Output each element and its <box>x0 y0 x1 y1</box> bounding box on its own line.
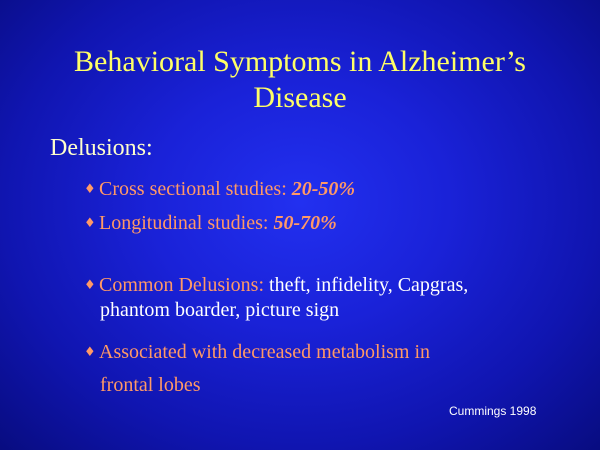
citation: Cummings 1998 <box>449 404 537 418</box>
bullet-label: Common Delusions: <box>99 274 270 296</box>
diamond-bullet-icon: ♦ <box>84 216 96 231</box>
bullet-cross-sectional <box>84 177 584 202</box>
bullet-longitudinal <box>84 211 584 236</box>
bullet-label: Cross sectional studies: <box>99 178 292 200</box>
bullet-text-line-2: frontal lobes <box>100 374 201 396</box>
slide-title-line-1: Behavioral Symptoms in Alzheimer’s <box>74 45 526 78</box>
slide-title <box>20 44 580 116</box>
diamond-bullet-icon: ♦ <box>84 182 96 197</box>
bullet-text-line-1: Associated with decreased metabolism in <box>99 341 431 363</box>
bullet-value: 50-70% <box>273 212 337 234</box>
bullet-text-line-2: phantom boarder, picture sign <box>100 299 340 321</box>
diamond-bullet-icon: ♦ <box>84 278 96 293</box>
bullet-common-delusions <box>84 273 584 323</box>
diamond-bullet-icon: ♦ <box>84 345 96 360</box>
bullet-label: Longitudinal studies: <box>99 212 274 234</box>
bullet-value: 20-50% <box>291 178 356 200</box>
section-heading: Delusions: <box>50 135 153 161</box>
bullet-metabolism <box>84 336 584 402</box>
bullet-text-line-1: theft, infidelity, Capgras, <box>269 274 469 296</box>
slide-title-line-2: Disease <box>253 81 347 114</box>
